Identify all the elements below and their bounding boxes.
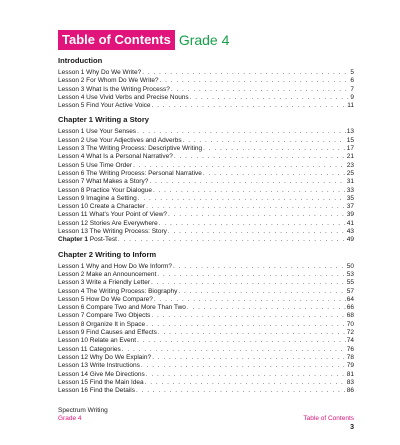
toc-entry — [58, 362, 354, 370]
toc-leader-dots — [145, 379, 346, 387]
toc-entry-label-rest: Post-Test — [87, 236, 117, 244]
toc-entry-page: 35 — [346, 194, 354, 202]
toc-leader-dots — [142, 69, 349, 77]
toc-entry — [58, 211, 354, 219]
toc-entry-page: 31 — [346, 178, 354, 186]
toc-entry — [58, 128, 354, 136]
toc-entry-page: 86 — [346, 387, 354, 395]
toc-entry — [58, 236, 354, 244]
toc-entry — [58, 321, 354, 329]
toc-leader-dots — [173, 263, 346, 271]
toc-entry-page: 39 — [346, 211, 354, 219]
toc-leader-dots — [146, 203, 346, 211]
toc-entry-page: 13 — [346, 128, 354, 136]
toc-entry-label: Lesson 10 Create a Character — [58, 203, 146, 211]
toc-leader-dots — [157, 271, 345, 279]
toc-entry — [58, 387, 354, 395]
toc-entry — [58, 187, 354, 195]
footer-publisher: Spectrum Writing — [58, 407, 108, 414]
toc-entry — [58, 203, 354, 211]
toc-entry-page: 49 — [346, 236, 354, 244]
toc-leader-dots — [149, 178, 345, 186]
toc-entry — [58, 178, 354, 186]
toc-entry-page: 37 — [346, 203, 354, 211]
toc-entry-page: 74 — [346, 337, 354, 345]
toc-leader-dots — [152, 102, 347, 110]
toc-leader-dots — [137, 337, 346, 345]
toc-entry — [58, 145, 354, 153]
toc-entry-label: Lesson 13 Write Instructions — [58, 362, 140, 370]
toc-entry-label: Lesson 16 Find the Details — [58, 387, 135, 395]
toc-leader-dots — [153, 187, 346, 195]
toc-leader-dots — [141, 362, 346, 370]
toc-leader-dots — [190, 94, 350, 102]
toc-leader-dots — [118, 236, 346, 244]
footer-section: Table of Contents — [303, 415, 354, 422]
toc-leader-dots — [168, 211, 346, 219]
toc-entry-label: Lesson 8 Practice Your Dialogue — [58, 186, 152, 194]
toc-entry — [58, 271, 354, 279]
toc-entry-page: 78 — [346, 353, 354, 361]
toc-entry — [58, 162, 354, 170]
toc-leader-dots — [174, 153, 346, 161]
toc-leader-dots — [203, 170, 346, 178]
toc-entry-label: Lesson 6 The Writing Process: Personal Narrative — [58, 169, 202, 177]
toc-entry-page: 11 — [347, 102, 354, 110]
toc-leader-dots — [152, 354, 346, 362]
toc-leader-dots — [151, 279, 346, 287]
toc-entry-label: Lesson 1 Use Your Senses — [58, 128, 137, 136]
toc-leader-dots — [160, 77, 350, 85]
toc-entry — [58, 279, 354, 287]
toc-entry-label: Lesson 13 The Writing Process: Story — [58, 228, 167, 236]
toc-entry-page: 81 — [346, 370, 354, 378]
toc-entry-label: Lesson 3 The Writing Process: Descriptive Writing — [58, 145, 203, 153]
toc-entry-label: Lesson 4 Use Vivid Verbs and Precise Nouns — [58, 93, 189, 101]
toc-leader-dots — [171, 86, 350, 94]
toc-entry-label: Lesson 3 Write a Friendly Letter — [58, 279, 151, 287]
grade-heading: Grade 4 — [178, 32, 230, 48]
toc-entry-label: Lesson 1 Why and How Do We Inform? — [58, 262, 173, 270]
toc-entry-page: 43 — [346, 228, 354, 236]
toc-entry — [58, 346, 354, 354]
toc-leader-dots — [146, 321, 346, 329]
toc-section — [58, 115, 354, 244]
toc-entry-page: 21 — [346, 153, 354, 161]
toc-entry-label: Lesson 2 Use Your Adjectives and Adverbs — [58, 136, 182, 144]
toc-entry — [58, 312, 354, 320]
toc-entry-label: Lesson 10 Relate an Event — [58, 337, 137, 345]
toc-entry — [58, 170, 354, 178]
toc-entry-label: Lesson 8 Organize It in Space — [58, 320, 146, 328]
toc-sections — [58, 56, 354, 395]
toc-entry-page: 83 — [346, 378, 354, 386]
toc-entry-page: 9 — [350, 93, 354, 101]
toc-leader-dots — [203, 145, 346, 153]
toc-entry-label: Lesson 6 Compare Two and More Than Two — [58, 304, 186, 312]
section-heading: Introduction — [58, 56, 103, 65]
toc-entry — [58, 69, 354, 77]
toc-leader-dots — [146, 371, 346, 379]
toc-entry-label: Lesson 9 Find Causes and Effects — [58, 329, 157, 337]
toc-entry-page: 68 — [346, 312, 354, 320]
toc-entry-page: 15 — [346, 136, 354, 144]
toc-entry-label: Lesson 5 Find Your Active Voice — [58, 102, 151, 110]
toc-entry-page: 64 — [346, 295, 354, 303]
toc-entry-label: Lesson 5 How Do We Compare? — [58, 295, 153, 303]
toc-entry-label: Lesson 5 Use Time Order — [58, 161, 133, 169]
toc-entry — [58, 102, 354, 110]
toc-entry — [58, 371, 354, 379]
toc-entry-label: Lesson 2 For Whom Do We Write? — [58, 77, 159, 85]
toc-entry-page: 25 — [346, 169, 354, 177]
title-row — [58, 30, 354, 50]
toc-entry — [58, 228, 354, 236]
toc-leader-dots — [137, 128, 346, 136]
toc-entry-page: 76 — [346, 345, 354, 353]
toc-leader-dots — [187, 304, 346, 312]
toc-entry-label: Lesson 15 Find the Main Idea — [58, 378, 144, 386]
toc-leader-dots — [138, 195, 346, 203]
toc-entry — [58, 86, 354, 94]
toc-entry — [58, 153, 354, 161]
toc-entry-page: 57 — [346, 287, 354, 295]
section-heading: Chapter 2 Writing to Inform — [58, 249, 157, 259]
toc-entry — [58, 354, 354, 362]
toc-entry-page: 79 — [346, 362, 354, 370]
toc-entry-page: 72 — [346, 329, 354, 337]
toc-entry-label: Lesson 11 Categories — [58, 345, 121, 353]
toc-leader-dots — [122, 346, 346, 354]
toc-entry-page: 70 — [346, 320, 354, 328]
toc-entry-label: Lesson 11 What's Your Point of View? — [58, 211, 168, 219]
toc-entry-label: Lesson 14 Give Me Directions — [58, 370, 145, 378]
page-title: Table of Contents — [58, 30, 175, 50]
toc-entry — [58, 329, 354, 337]
toc-entry — [58, 296, 354, 304]
toc-entry-label — [58, 236, 117, 244]
toc-entry-page: 41 — [346, 219, 354, 227]
toc-entry-page: 17 — [346, 145, 354, 153]
page-footer — [58, 407, 354, 431]
toc-leader-dots — [151, 312, 345, 320]
toc-section — [58, 250, 354, 396]
toc-entry-page: 5 — [350, 69, 354, 76]
toc-leader-dots — [183, 137, 346, 145]
toc-entry-label: Lesson 1 Why Do We Write? — [58, 69, 142, 76]
toc-leader-dots — [154, 296, 346, 304]
toc-entry — [58, 137, 354, 145]
toc-entry-label: Lesson 2 Make an Announcement — [58, 270, 157, 278]
toc-entry — [58, 195, 354, 203]
toc-entry-page: 7 — [350, 85, 354, 93]
toc-entry — [58, 220, 354, 228]
toc-leader-dots — [159, 220, 346, 228]
toc-entry — [58, 288, 354, 296]
page-number: 3 — [350, 424, 354, 431]
toc-entry-page: 50 — [346, 262, 354, 270]
toc-entry-page: 55 — [346, 279, 354, 287]
toc-entry — [58, 379, 354, 387]
toc-entry-label: Lesson 9 Imagine a Setting — [58, 194, 137, 202]
toc-leader-dots — [178, 288, 345, 296]
toc-page — [58, 30, 354, 395]
toc-entry — [58, 337, 354, 345]
toc-leader-dots — [133, 162, 346, 170]
toc-leader-dots — [136, 387, 346, 395]
section-heading: Chapter 1 Writing a Story — [58, 115, 149, 125]
toc-entry-page: 66 — [346, 304, 354, 312]
toc-entry — [58, 77, 354, 85]
toc-entry-label: Lesson 7 What Makes a Story? — [58, 178, 149, 186]
toc-entry — [58, 304, 354, 312]
toc-entry-page: 53 — [346, 270, 354, 278]
toc-entry-page: 33 — [346, 186, 354, 194]
toc-leader-dots — [168, 228, 346, 236]
toc-entry-label: Lesson 7 Compare Two Objects — [58, 312, 151, 320]
footer-grade: Grade 4 — [58, 415, 82, 422]
toc-entry-label: Lesson 12 Stories Are Everywhere — [58, 219, 158, 227]
toc-entry-label: Lesson 4 The Writing Process: Biography — [58, 287, 178, 295]
toc-entry-label: Lesson 4 What Is a Personal Narrative? — [58, 153, 173, 161]
toc-entry-label: Lesson 3 What Is the Writing Process? — [58, 85, 170, 93]
toc-entry-page: 6 — [350, 77, 354, 85]
toc-entry-page: 23 — [346, 161, 354, 169]
toc-leader-dots — [158, 329, 346, 337]
toc-entry — [58, 94, 354, 102]
toc-entry — [58, 263, 354, 271]
toc-entry-label: Lesson 12 Why Do We Explain? — [58, 353, 152, 361]
toc-entry-label-bold: Chapter 1 — [58, 236, 88, 244]
toc-section — [58, 56, 354, 110]
